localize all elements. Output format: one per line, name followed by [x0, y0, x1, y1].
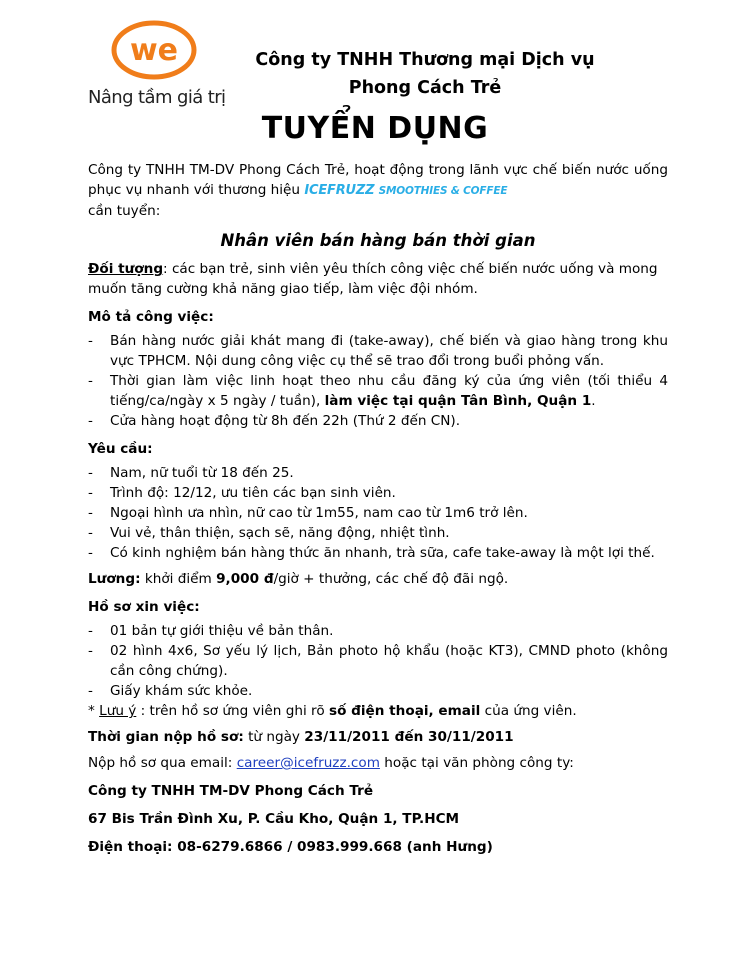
list-item: - Giấy khám sức khỏe. — [88, 681, 668, 701]
deadline-paragraph — [88, 727, 668, 747]
item2-post: . — [591, 393, 596, 409]
list-item: - Ngoại hình ưa nhìn, nữ cao từ 1m55, nam cao từ 1m6 trở lên. — [88, 503, 668, 523]
page-title: TUYỂN DỤNG — [261, 111, 489, 146]
brand-sub: SMOOTHIES & COFFEE — [378, 185, 508, 197]
salary-label: Lương: — [88, 571, 141, 587]
email-link[interactable]: career@icefruzz.com — [236, 755, 380, 771]
application-note — [88, 701, 668, 721]
note-bold: số điện thoại, email — [329, 703, 481, 719]
deadline-pre: từ ngày — [243, 729, 305, 745]
salary-paragraph — [88, 569, 668, 589]
note-star: * — [88, 703, 100, 719]
list-item — [88, 371, 668, 411]
brand-logo — [304, 183, 507, 198]
target-paragraph — [88, 259, 668, 299]
requirements-list — [88, 463, 668, 563]
document-body — [88, 160, 668, 857]
salary-amount: 9,000 đ — [216, 571, 274, 587]
list-item: - Trình độ: 12/12, ưu tiên các bạn sinh viên. — [88, 483, 668, 503]
list-item: - Có kinh nghiệm bán hàng thức ăn nhanh, trà sữa, cafe take-away là một lợi thế. — [88, 543, 668, 563]
intro-text: Công ty TNHH TM-DV Phong Cách Trẻ, hoạt động trong lãnh vực chế biến nước uống phục vụ nhanh với thương hiệu — [88, 162, 668, 198]
company-title — [200, 46, 650, 102]
company-title-line2: Phong Cách Trẻ — [348, 78, 502, 98]
contact-company: Công ty TNHH TM-DV Phong Cách Trẻ — [88, 783, 374, 799]
list-item: - Vui vẻ, thân thiện, sạch sẽ, năng động, nhiệt tình. — [88, 523, 668, 543]
item2-pre: Thời gian làm việc linh hoạt theo nhu cầu đăng ký của ứng viên (tối thiểu 4 tiếng/ca/ngày x 5 ngày / tuần), — [110, 373, 668, 409]
brand-main: ICEFRUZZ — [304, 183, 375, 198]
list-item: - Nam, nữ tuổi từ 18 đến 25. — [88, 463, 668, 483]
note-post: của ứng viên. — [480, 703, 577, 719]
target-label: Đối tượng — [88, 261, 164, 277]
target-text: : các bạn trẻ, sinh viên yêu thích công việc chế biến nước uống và mong muốn tăng cường khả năng giao tiếp, làm việc đội nhóm. — [88, 261, 658, 297]
application-heading: Hồ sơ xin việc: — [88, 599, 200, 615]
submit-pre: Nộp hồ sơ qua email: — [88, 755, 237, 771]
contact-phone: Điện thoại: 08-6279.6866 / 0983.999.668 (anh Hưng) — [88, 839, 493, 855]
logo-mark-text: we — [129, 33, 179, 68]
intro-tail: cần tuyển: — [88, 203, 161, 219]
item2-bold: làm việc tại quận Tân Bình, Quận 1 — [324, 393, 592, 409]
deadline-range: 23/11/2011 đến 30/11/2011 — [304, 729, 514, 745]
job-description-heading: Mô tả công việc: — [88, 309, 214, 325]
list-item: - 02 hình 4x6, Sơ yếu lý lịch, Bản photo hộ khẩu (hoặc KT3), CMND photo (không cần công chứng). — [88, 641, 668, 681]
application-list — [88, 621, 668, 701]
note-label: Lưu ý — [99, 703, 137, 719]
requirements-heading: Yêu cầu: — [88, 441, 153, 457]
job-description-list — [88, 331, 668, 431]
deadline-label: Thời gian nộp hồ sơ: — [88, 729, 244, 745]
salary-post: /giờ + thưởng, các chế độ đãi ngộ. — [273, 571, 509, 587]
note-pre: : trên hồ sơ ứng viên ghi rõ — [136, 703, 329, 719]
submit-post: hoặc tại văn phòng công ty: — [379, 755, 574, 771]
intro-paragraph — [88, 160, 668, 221]
contact-address: 67 Bis Trần Đình Xu, P. Cầu Kho, Quận 1, TP.HCM — [88, 811, 460, 827]
position-title: Nhân viên bán hàng bán thời gian — [220, 231, 536, 250]
salary-pre: khởi điểm — [140, 571, 217, 587]
we-logo-icon — [110, 20, 200, 82]
list-item: - 01 bản tự giới thiệu về bản thân. — [88, 621, 668, 641]
company-title-line1: Công ty TNHH Thương mại Dịch vụ — [255, 50, 595, 70]
list-item: - Cửa hàng hoạt động từ 8h đến 22h (Thứ 2 đến CN). — [88, 411, 668, 431]
logo-slogan: Nâng tầm giá trị — [88, 87, 226, 108]
list-item: - Bán hàng nước giải khát mang đi (take-away), chế biến và giao hàng trong khu vực TPHCM. Nội dung công việc cụ thể sẽ trao đổi trong buổi phỏng vấn. — [88, 331, 668, 371]
submit-paragraph — [88, 753, 668, 773]
